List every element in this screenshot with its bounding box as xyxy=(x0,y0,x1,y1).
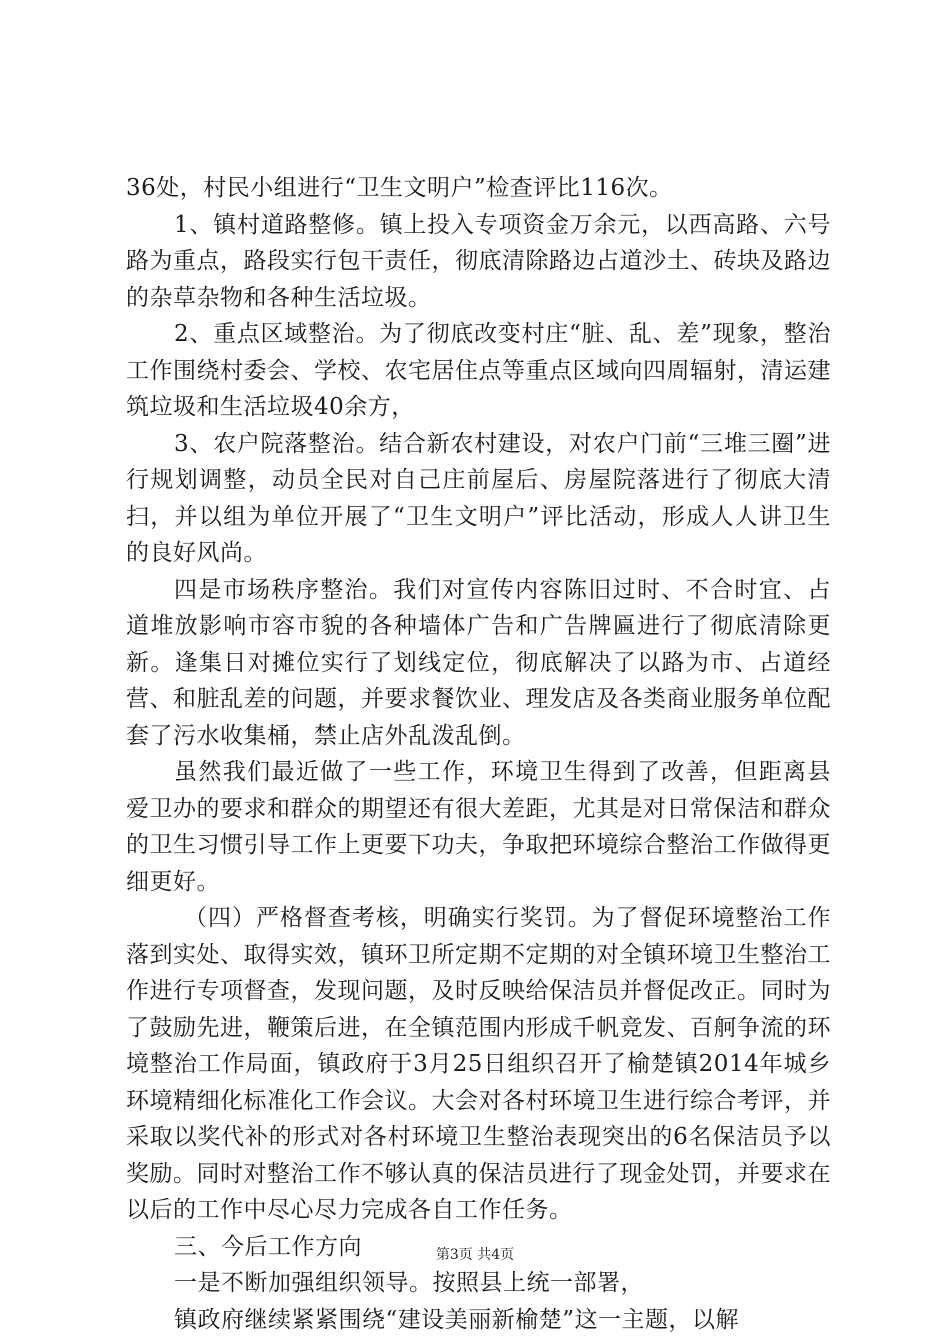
paragraph-summary: 虽然我们最近做了一些工作，环境卫生得到了改善，但距离县爱卫办的要求和群众的期望还有很大差距，尤其是对日常保洁和群众的卫生习惯引导工作上更要下功夫，争取把环境综合整治工作做得更细更好。 xyxy=(126,759,831,895)
paragraph-leadership: 一是不断加强组织领导。按照县上统一部署， xyxy=(174,1270,644,1296)
paragraph-continuation: 36处，村民小组进行“卫生文明户”检查评比116次。 xyxy=(126,175,673,201)
paragraph-supervision: （四）严格督查考核，明确实行奖罚。为了督促环境整治工作落到实处、取得实效，镇环卫所定期不定期的对全镇环境卫生整治工作进行专项督查，发现问题，及时反映给保洁员并督促改正。同时为了鼓励先进，鞭策后进，在全镇范围内形成千帆竞发、百舸争流的环境整治工作局面，镇政府于3月25日组织召开了榆楚镇2014年城乡环境精细化标准化工作会议。大会对各村环境卫生进行综合考评，并采取以奖代补的形式对各村环境卫生整治表现突出的6名保洁员予以奖励。同时对整治工作不够认真的保洁员进行了现金处罚，并要求在以后的工作中尽心尽力完成各自工作任务。 xyxy=(126,905,831,1223)
paragraph-market-order: 四是市场秩序整治。我们对宣传内容陈旧过时、不合时宜、占道堆放影响市容市貌的各种墙体广告和广告牌匾进行了彻底清除更新。逢集日对摊位实行了划线定位，彻底解决了以路为市、占道经营、和脏乱差的问题，并要求餐饮业、理发店及各类商业服务单位配套了污水收集桶，禁止店外乱泼乱倒。 xyxy=(126,576,831,749)
paragraph-theme: 镇政府继续紧紧围绕“建设美丽新榆楚”这一主题，以解 xyxy=(174,1306,740,1333)
document-body xyxy=(126,170,831,1338)
paragraph-road-repair: 1、镇村道路整修。镇上投入专项资金万余元，以西高路、六号路为重点，路段实行包干责任，彻底清除路边占道沙土、砖块及路边的杂草杂物和各种生活垃圾。 xyxy=(126,211,831,311)
section-heading-future-direction: 三、今后工作方向 xyxy=(174,1233,362,1260)
paragraph-key-area: 2、重点区域整治。为了彻底改变村庄“脏、乱、差”现象，整治工作围绕村委会、学校、农宅居住点等重点区域向四周辐射，清运建筑垃圾和生活垃圾40余方， xyxy=(126,321,831,420)
page-footer: 第3页 共4页 xyxy=(435,1247,515,1263)
paragraph-courtyard: 3、农户院落整治。结合新农村建设，对农户门前“三堆三圈”进行规划调整，动员全民对自己庄前屋后、房屋院落进行了彻底大清扫，并以组为单位开展了“卫生文明户”评比活动，形成人人讲卫生的良好风尚。 xyxy=(126,430,831,566)
